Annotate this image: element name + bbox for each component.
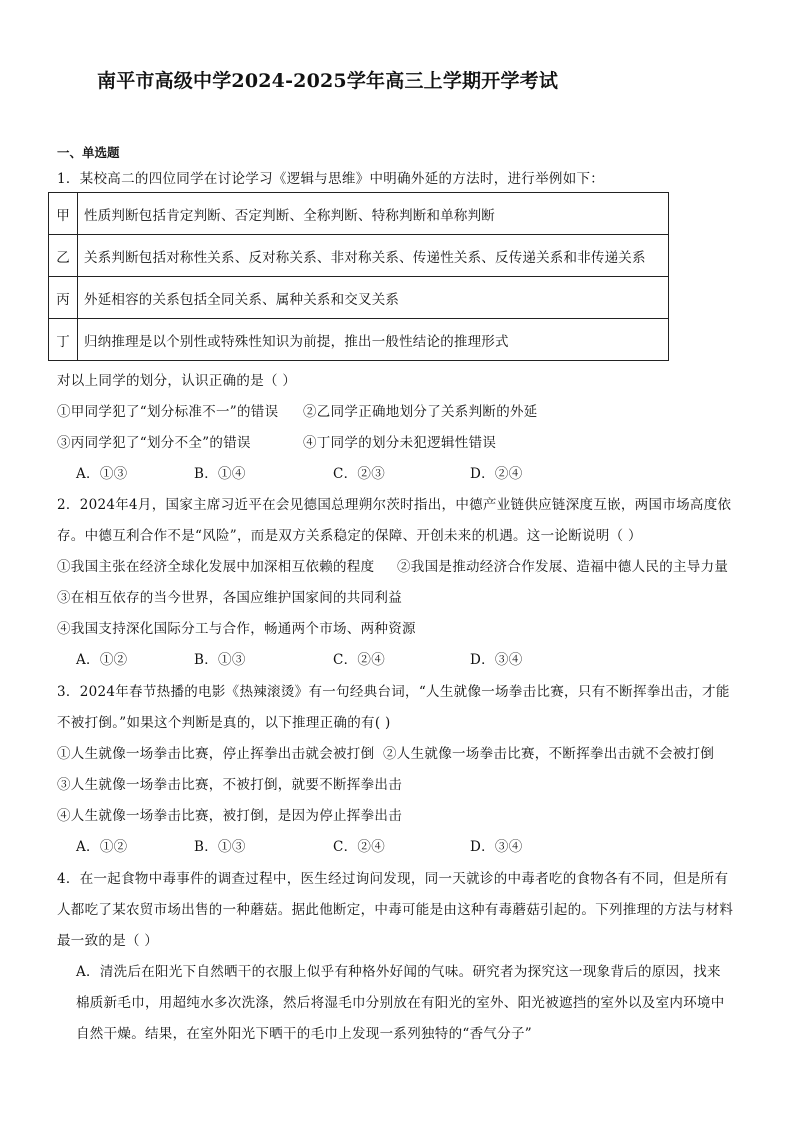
table-cell-text: 外延相容的关系包括全同关系、属种关系和交叉关系: [78, 277, 669, 319]
q1-statement-1: ①甲同学犯了“划分标准不一”的错误: [57, 404, 279, 420]
q3-stem-line-2: 不被打倒。”如果这个判断是真的，以下推理正确的有( ): [57, 715, 391, 731]
table-cell-text: 归纳推理是以个别性或特殊性知识为前提，推出一般性结论的推理形式: [78, 319, 669, 361]
q4-stem-line-3: 最一致的是（ ）: [57, 933, 159, 949]
q4-stem-line-1: 4．在一起食物中毒事件的调查过程中，医生经过询问发现，同一天就诊的中毒者吃的食物各有不同，但是所有: [57, 871, 729, 887]
q2-option-d[interactable]: D．③④: [470, 652, 523, 668]
q2-stem-line-2: 存。中德互利合作不是“风险”，而是双方关系稳定的保障、开创未来的机遇。这一论断说明（ ）: [57, 528, 642, 544]
q3-stem-line-1: 3．2024年春节热播的电影《热辣滚烫》有一句经典台词，“人生就像一场拳击比赛，只有不断挥拳出击，才能: [57, 684, 730, 700]
table-row: [49, 235, 669, 277]
table-cell-key: 甲: [49, 193, 78, 235]
q1-option-b[interactable]: B．①④: [194, 466, 246, 482]
q2-statement-1: ①我国主张在经济全球化发展中加深相互依赖的程度: [57, 559, 375, 575]
table-row: [49, 277, 669, 319]
q1-statement-2: ②乙同学正确地划分了关系判断的外延: [303, 404, 538, 420]
page-title: 南平市高级中学2024-2025学年高三上学期开学考试: [97, 70, 559, 92]
q2-stem-line-1: 2．2024年4月，国家主席习近平在会见德国总理朔尔茨时指出，中德产业链供应链深度互嵌，两国市场高度依: [57, 497, 732, 513]
q4-option-a-line-1[interactable]: A．清洗后在阳光下自然晒干的衣服上似乎有种格外好闻的气味。研究者为探究这一现象背后的原因，找来: [76, 964, 721, 980]
table-row: [49, 193, 669, 235]
table-cell-text: 关系判断包括对称性关系、反对称关系、非对称关系、传递性关系、反传递关系和非传递关系: [78, 235, 669, 277]
q3-statement-2: ②人生就像一场拳击比赛，不断挥拳出击就不会被打倒: [383, 746, 715, 762]
q2-option-b[interactable]: B．①③: [194, 652, 246, 668]
q3-option-b[interactable]: B．①③: [194, 839, 246, 855]
q1-statement-4: ④丁同学的划分未犯逻辑性错误: [303, 435, 497, 451]
q1-stem: 1．某校高二的四位同学在讨论学习《逻辑与思维》中明确外延的方法时，进行举例如下：: [57, 171, 605, 187]
q1-option-a[interactable]: A．①③: [76, 466, 128, 482]
q3-statement-1: ①人生就像一场拳击比赛，停止挥拳出击就会被打倒: [57, 746, 375, 762]
table-cell-text: 性质判断包括肯定判断、否定判断、全称判断、特称判断和单称判断: [78, 193, 669, 235]
table-cell-key: 丁: [49, 319, 78, 361]
q2-statement-2: ②我国是推动经济合作发展、造福中德人民的主导力量: [397, 559, 729, 575]
q4-option-a-line-3[interactable]: 自然干燥。结果，在室外阳光下晒干的毛巾上发现一系列独特的“香气分子”: [76, 1026, 533, 1042]
q3-option-d[interactable]: D．③④: [470, 839, 523, 855]
q2-option-c[interactable]: C．②④: [333, 652, 386, 668]
q1-table: [48, 192, 669, 361]
section-heading: 一、单选题: [57, 145, 120, 160]
q1-option-d[interactable]: D．②④: [470, 466, 523, 482]
table-cell-key: 丙: [49, 277, 78, 319]
q3-option-a[interactable]: A．①②: [76, 839, 128, 855]
q4-stem-line-2: 人都吃了某农贸市场出售的一种蘑菇。据此他断定，中毒可能是由这种有毒蘑菇引起的。下列推理的方法与材料: [57, 902, 734, 918]
q1-option-c[interactable]: C．②③: [333, 466, 386, 482]
q2-statement-3: ③在相互依存的当今世界，各国应维护国家间的共同利益: [57, 590, 402, 606]
q2-statement-4: ④我国支持深化国际分工与合作，畅通两个市场、两种资源: [57, 621, 416, 637]
table-cell-key: 乙: [49, 235, 78, 277]
q3-statement-3: ③人生就像一场拳击比赛，不被打倒，就要不断挥拳出击: [57, 777, 402, 793]
q3-option-c[interactable]: C．②④: [333, 839, 386, 855]
q2-option-a[interactable]: A．①②: [76, 652, 128, 668]
q1-statement-3: ③丙同学犯了“划分不全”的错误: [57, 435, 251, 451]
q1-ask: 对以上同学的划分，认识正确的是（ ）: [57, 373, 297, 389]
q3-statement-4: ④人生就像一场拳击比赛，被打倒，是因为停止挥拳出击: [57, 808, 402, 824]
q4-option-a-line-2[interactable]: 棉质新毛巾，用超纯水多次洗涤，然后将湿毛巾分别放在有阳光的室外、阳光被遮挡的室外以及室内环境中: [76, 995, 725, 1011]
table-row: [49, 319, 669, 361]
